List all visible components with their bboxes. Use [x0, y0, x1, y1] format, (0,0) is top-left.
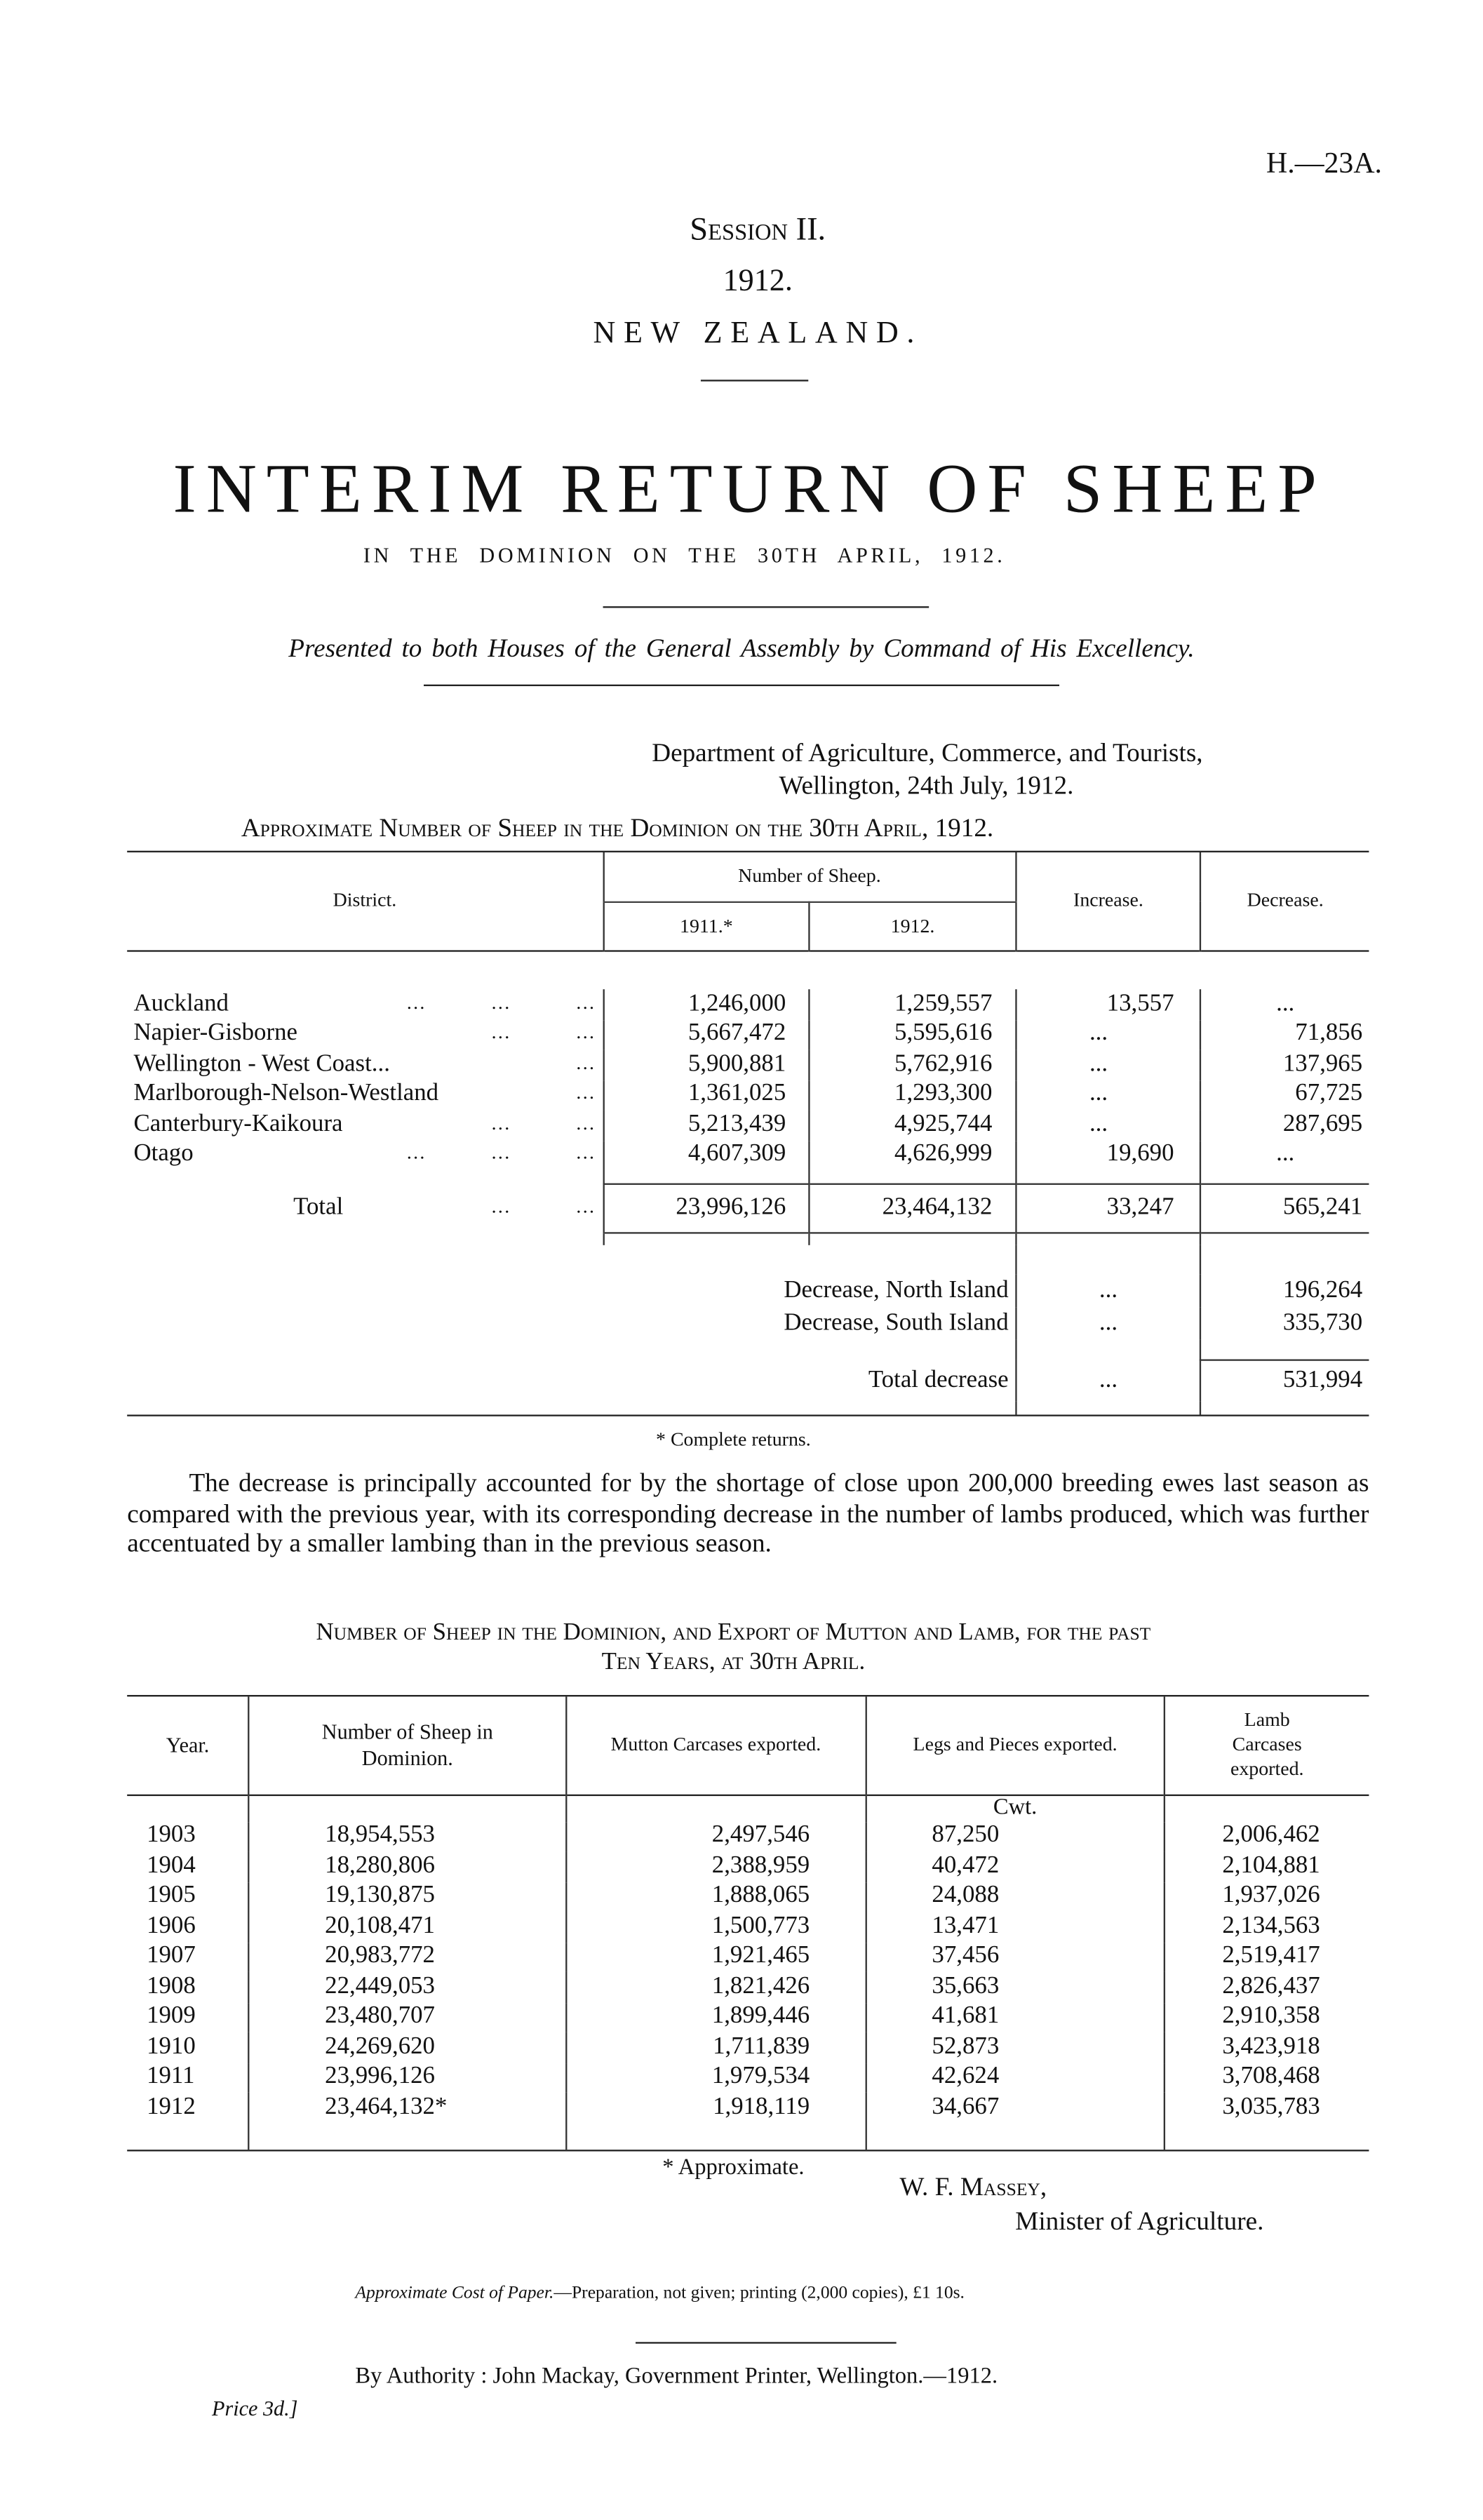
sheep-1911: 5,667,472	[603, 1019, 810, 1050]
sheep-1911: 5,900,881	[603, 1050, 810, 1080]
summary-decrease: 335,730	[1201, 1307, 1369, 1339]
sheep-count: 19,130,875	[249, 1882, 565, 1912]
department-date: Wellington, 24th July, 1912.	[779, 772, 1074, 800]
printer-line: By Authority : John Mackay, Government Printer, Wellington.—1912.	[355, 2364, 998, 2390]
country-label: NEW ZEALAND.	[593, 316, 923, 351]
year: 1911	[147, 2063, 195, 2090]
decrease-value: 287,695	[1201, 1110, 1369, 1140]
summary-label: Decrease, North Island	[784, 1277, 1009, 1303]
sheep-count: 23,464,132*	[249, 2093, 565, 2123]
total-decrease: 565,241	[1201, 1184, 1369, 1233]
year: 1908	[147, 1973, 196, 1999]
sheep-1912: 1,293,300	[810, 1080, 1016, 1110]
increase-value: ...	[1016, 1019, 1201, 1050]
year-row	[127, 1972, 1369, 2002]
sheep-1912: 1,259,557	[810, 989, 1016, 1019]
district-name: Wellington - West Coast...	[133, 1050, 390, 1077]
summary-increase: ...	[1016, 1275, 1201, 1307]
lamb-exported: 1,937,026	[1165, 1882, 1369, 1912]
increase-value: ...	[1016, 1080, 1201, 1110]
sheep-count: 23,996,126	[249, 2063, 565, 2093]
col-increase: Increase.	[1016, 852, 1201, 950]
year: 1912	[147, 2093, 196, 2120]
decrease-value: ...	[1201, 1140, 1369, 1170]
decrease-value: 71,856	[1201, 1019, 1369, 1050]
legs-exported: 24,088	[866, 1882, 1165, 1912]
lamb-exported: 3,423,918	[1165, 2032, 1369, 2063]
increase-value: ...	[1016, 1050, 1201, 1080]
divider	[701, 380, 808, 381]
year-row	[127, 1912, 1369, 1942]
year: 1906	[147, 1912, 196, 1939]
divider	[603, 606, 930, 608]
lamb-exported: 3,708,468	[1165, 2063, 1369, 2093]
sheep-1912: 5,762,916	[810, 1050, 1016, 1080]
session-label: Session II.	[690, 212, 826, 248]
signatory-name: W. F. Massey,	[899, 2174, 1047, 2202]
lamb-exported: 2,134,563	[1165, 1912, 1369, 1942]
total-row	[127, 1184, 1369, 1233]
leader-dots: ...	[576, 1080, 596, 1104]
price-label: Price 3d.]	[212, 2395, 298, 2420]
increase-value: ...	[1016, 1110, 1201, 1140]
legs-exported: 52,873	[866, 2032, 1165, 2063]
district-name: Canterbury-Kaikoura	[133, 1111, 343, 1137]
mutton-exported: 1,979,534	[566, 2063, 866, 2093]
sheep-1912: 4,925,744	[810, 1110, 1016, 1140]
sheep-count: 18,280,806	[249, 1851, 565, 1882]
sheep-export-table	[127, 1695, 1369, 2150]
sheep-count: 18,954,553	[249, 1821, 565, 1851]
mutton-exported: 2,497,546	[566, 1821, 866, 1851]
year-row	[127, 1942, 1369, 1972]
district-row	[127, 1080, 1369, 1110]
leader-dots: ... ...	[491, 1020, 596, 1044]
year-row	[127, 2002, 1369, 2032]
total-decrease-label: Total decrease	[868, 1366, 1009, 1393]
lamb-exported: 2,006,462	[1165, 1821, 1369, 1851]
year: 1907	[147, 1943, 196, 1969]
year-row	[127, 1821, 1369, 1851]
col-district: District.	[333, 888, 397, 912]
district-name: Marlborough-Nelson-Westland	[133, 1080, 439, 1107]
unit-label: Cwt.	[866, 1795, 1165, 1821]
summary-decrease: 196,264	[1201, 1275, 1369, 1307]
sheep-count: 20,983,772	[249, 1942, 565, 1972]
sheep-1911: 5,213,439	[603, 1110, 810, 1140]
department-line: Department of Agriculture, Commerce, and Tourists,	[652, 739, 1203, 768]
leader-dots: ...	[576, 1050, 596, 1074]
legs-exported: 35,663	[866, 1972, 1165, 2002]
decrease-value: 137,965	[1201, 1050, 1369, 1080]
total-1912: 23,464,132	[810, 1184, 1016, 1233]
lamb-exported: 2,910,358	[1165, 2002, 1369, 2032]
sheep-count: 22,449,053	[249, 1972, 565, 2002]
lamb-exported: 3,035,783	[1165, 2093, 1369, 2123]
col-legs: Legs and Pieces exported.	[866, 1696, 1165, 1794]
mutton-exported: 1,921,465	[566, 1942, 866, 1972]
mutton-exported: 1,918,119	[566, 2093, 866, 2123]
year-row	[127, 2032, 1369, 2063]
year-row	[127, 2063, 1369, 2093]
col-sheep: Number of Sheep in Dominion.	[249, 1696, 565, 1794]
summary-row	[127, 1307, 1369, 1339]
district-row	[127, 1050, 1369, 1080]
document-reference: H.—23A.	[1266, 147, 1382, 180]
cost-text: —Preparation, not given; printing (2,000 copies), £1 10s.	[553, 2283, 965, 2303]
explanatory-paragraph: The decrease is principally accounted for by the shortage of close upon 200,000 breeding ewes last season as compared with the previous year, with its corresponding decrease in the number of lambs produced, which was further accentuated by a smaller lambing than in the previous season.	[127, 1470, 1369, 1558]
total-decrease-value: 531,994	[1201, 1359, 1369, 1401]
summary-label: Decrease, South Island	[784, 1309, 1009, 1336]
sheep-by-district-table	[127, 851, 1369, 1416]
legs-exported: 41,681	[866, 2002, 1165, 2032]
col-decrease: Decrease.	[1201, 852, 1369, 950]
district-row	[127, 1019, 1369, 1050]
leader-dots: ... ... ...	[406, 1141, 596, 1165]
year: 1910	[147, 2033, 196, 2060]
divider	[636, 2342, 897, 2343]
legs-exported: 34,667	[866, 2093, 1165, 2123]
sheep-1911: 1,361,025	[603, 1080, 810, 1110]
lamb-exported: 2,519,417	[1165, 1942, 1369, 1972]
leader-dots: ... ...	[491, 1193, 596, 1217]
sheep-1911: 1,246,000	[603, 989, 810, 1019]
mutton-exported: 1,821,426	[566, 1972, 866, 2002]
leader-dots: ... ... ...	[406, 990, 596, 1014]
legs-exported: 42,624	[866, 2063, 1165, 2093]
total-increase: 33,247	[1016, 1184, 1201, 1233]
col-1912: 1912.	[810, 902, 1016, 951]
summary-row	[127, 1275, 1369, 1307]
table1-heading: Approximate Number of Sheep in the Dominion on the 30th April, 1912.	[241, 815, 994, 843]
legs-exported: 87,250	[866, 1821, 1165, 1851]
total-1911: 23,996,126	[603, 1184, 810, 1233]
lamb-exported: 2,104,881	[1165, 1851, 1369, 1882]
sheep-count: 20,108,471	[249, 1912, 565, 1942]
col-mutton: Mutton Carcases exported.	[566, 1696, 866, 1794]
district-name: Otago	[133, 1141, 194, 1167]
district-row	[127, 989, 1369, 1019]
total-label: Total	[293, 1193, 344, 1220]
total-decrease-increase: ...	[1016, 1359, 1201, 1401]
year-row	[127, 1851, 1369, 1882]
district-row	[127, 1140, 1369, 1170]
signatory-title: Minister of Agriculture.	[1015, 2208, 1264, 2237]
col-lamb: Lamb Carcases exported.	[1165, 1696, 1369, 1794]
year: 1909	[147, 2003, 196, 2030]
divider	[424, 685, 1059, 686]
district-name: Napier-Gisborne	[133, 1020, 297, 1047]
mutton-exported: 2,388,959	[566, 1851, 866, 1882]
table2-heading-line2: Ten Years, at 30th April.	[601, 1649, 866, 1676]
col-year: Year.	[166, 1731, 210, 1757]
lamb-exported: 2,826,437	[1165, 1972, 1369, 2002]
decrease-value: ...	[1201, 989, 1369, 1019]
legs-exported: 37,456	[866, 1942, 1165, 1972]
sheep-1911: 4,607,309	[603, 1140, 810, 1170]
page-subtitle: IN THE DOMINION ON THE 30TH APRIL, 1912.	[363, 542, 1006, 568]
year-row	[127, 1882, 1369, 1912]
legs-exported: 13,471	[866, 1912, 1165, 1942]
sheep-1912: 4,626,999	[810, 1140, 1016, 1170]
increase-value: 19,690	[1016, 1140, 1201, 1170]
total-decrease-row	[127, 1359, 1369, 1401]
leader-dots: ... ...	[491, 1111, 596, 1134]
mutton-exported: 1,888,065	[566, 1882, 866, 1912]
mutton-exported: 1,500,773	[566, 1912, 866, 1942]
year: 1903	[147, 1822, 196, 1849]
sheep-count: 23,480,707	[249, 2002, 565, 2032]
cost-note	[355, 2284, 965, 2303]
col-1911: 1911.*	[603, 902, 810, 951]
year: 1904	[147, 1852, 196, 1879]
sheep-count: 24,269,620	[249, 2032, 565, 2063]
year: 1905	[147, 1882, 196, 1909]
decrease-value: 67,725	[1201, 1080, 1369, 1110]
district-name: Auckland	[133, 990, 229, 1017]
table1-footnote: * Complete returns.	[656, 1428, 811, 1451]
session-year: 1912.	[723, 264, 793, 299]
table2-footnote: * Approximate.	[662, 2156, 805, 2181]
page-title: INTERIM RETURN OF SHEEP	[173, 451, 1327, 528]
presented-statement: Presented to both Houses of the General Assembly by Command of His Excellency.	[288, 636, 1195, 664]
col-number-of-sheep: Number of Sheep.	[603, 852, 1016, 902]
cost-label: Approximate Cost of Paper.	[355, 2283, 554, 2303]
mutton-exported: 1,711,839	[566, 2032, 866, 2063]
increase-value: 13,557	[1016, 989, 1201, 1019]
district-row	[127, 1110, 1369, 1140]
sheep-1912: 5,595,616	[810, 1019, 1016, 1050]
year-row	[127, 2093, 1369, 2123]
legs-exported: 40,472	[866, 1851, 1165, 1882]
summary-increase: ...	[1016, 1307, 1201, 1339]
table2-heading: Number of Sheep in the Dominion, and Export of Mutton and Lamb, for the past	[316, 1620, 1151, 1647]
mutton-exported: 1,899,446	[566, 2002, 866, 2032]
